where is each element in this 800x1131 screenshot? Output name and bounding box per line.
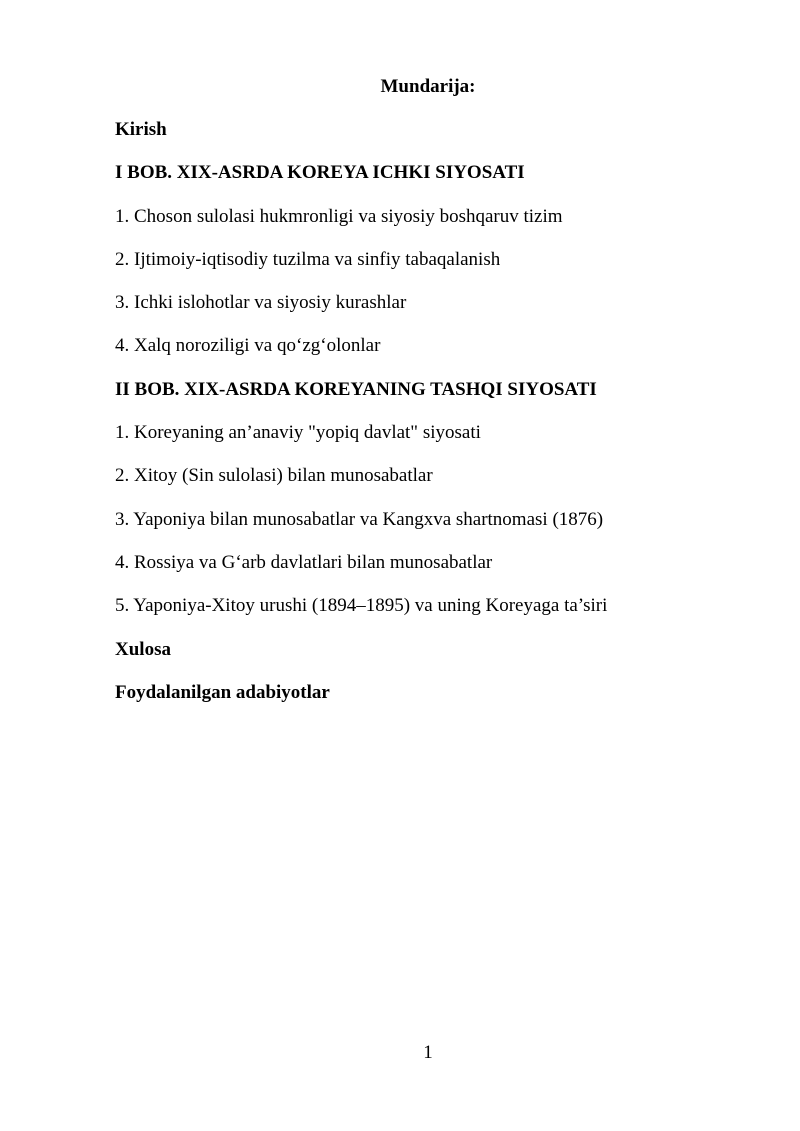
toc-entry-chapter-2-section-2: 2. Xitoy (Sin sulolasi) bilan munosabatlar	[115, 465, 433, 487]
toc-entry-chapter-1-section-3: 3. Ichki islohotlar va siyosiy kurashlar	[115, 292, 407, 314]
toc-entry-bibliography: Foydalanilgan adabiyotlar	[115, 681, 330, 703]
toc-list	[115, 117, 755, 723]
toc-entry-introduction: Kirish	[115, 119, 167, 140]
toc-entry-chapter-2-section-5: 5. Yaponiya-Xitoy urushi (1894–1895) va uning Koreyaga ta’siri	[115, 595, 608, 617]
toc-entry-chapter-2: II BOB. XIX-ASRDA KOREYANING TASHQI SIYOSATI	[115, 378, 597, 400]
toc-entry-chapter-2-section-4: 4. Rossiya va G‘arb davlatlari bilan munosabatlar	[115, 551, 493, 573]
toc-entry-chapter-1: I BOB. XIX-ASRDA KOREYA ICHKI SIYOSATI	[115, 162, 525, 184]
toc-entry-chapter-1-section-2: 2. Ijtimoiy-iqtisodiy tuzilma va sinfiy tabaqalanish	[115, 248, 501, 270]
toc-entry-chapter-2-section-1: 1. Koreyaning an’anaviy "yopiq davlat" siyosati	[115, 422, 481, 444]
page-number: 1	[423, 1042, 433, 1063]
toc-entry-conclusion: Xulosa	[115, 638, 171, 660]
toc-entry-chapter-1-section-4: 4. Xalq noroziligi va qo‘zg‘olonlar	[115, 335, 381, 357]
toc-entry-chapter-1-section-1: 1. Choson sulolasi hukmronligi va siyosiy boshqaruv tizim	[115, 205, 563, 227]
toc-entry-chapter-2-section-3: 3. Yaponiya bilan munosabatlar va Kangxva shartnomasi (1876)	[115, 508, 604, 530]
toc-title: Mundarija:	[380, 76, 476, 97]
